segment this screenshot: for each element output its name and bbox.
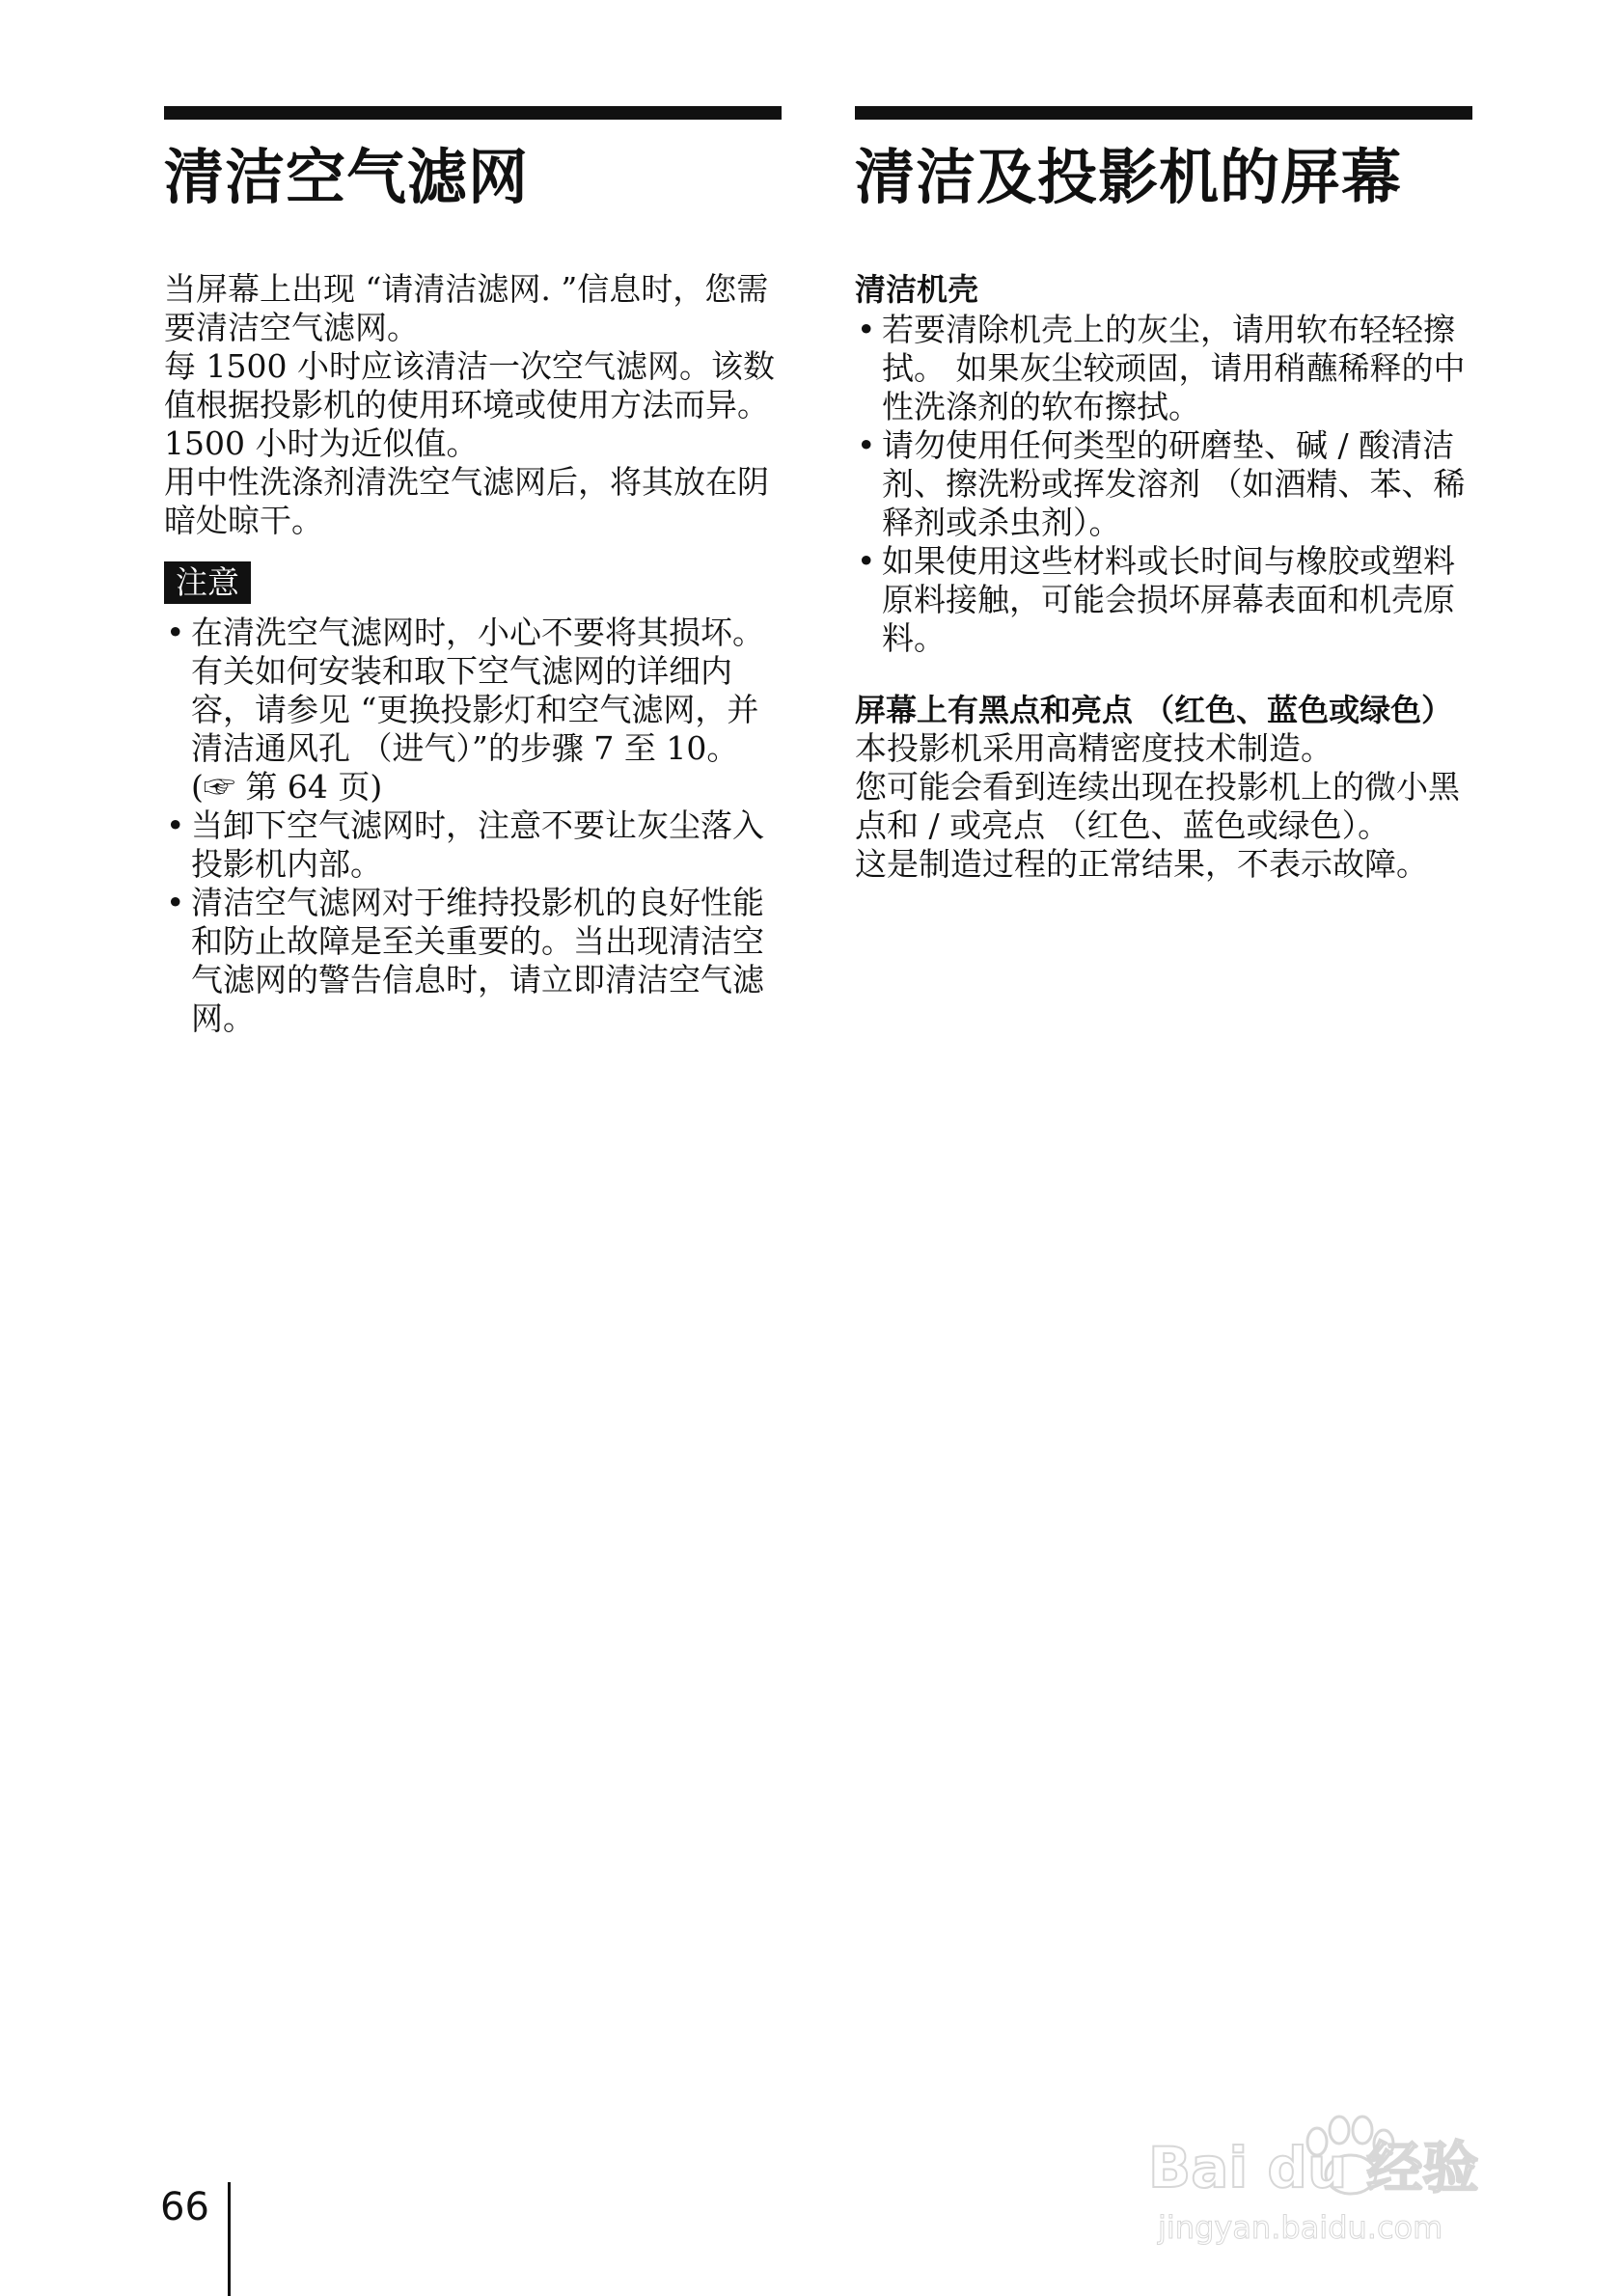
left-column [164, 106, 782, 1038]
page-divider [228, 2182, 231, 2296]
air-filter-body [164, 270, 782, 540]
cabinet-list [855, 311, 1472, 658]
list-item: • 若要清除机壳上的灰尘，请用软布轻轻擦拭。 如果灰尘较顽固，请用稍蘸稀释的中性洗涤剂的软布擦拭。 [855, 311, 1472, 426]
section-title-air-filter: 清洁空气滤网 [164, 142, 530, 212]
subheading-cabinet: 清洁机壳 [855, 271, 979, 308]
paragraph: 每 1500 小时应该清洁一次空气滤网。该数值根据投影机的使用环境或使用方法而异。1500 小时为近似值。 [164, 347, 775, 462]
paragraph: 用中性洗涤剂清洗空气滤网后，将其放在阴暗处晾干。 [164, 463, 769, 539]
list-item: • 当卸下空气滤网时，注意不要让灰尘落入投影机内部。 [164, 806, 782, 884]
dots-body [855, 729, 1472, 884]
watermark-logo: Bai du 经验 [1148, 2135, 1479, 2200]
right-column [855, 106, 1472, 884]
section-title-cleaning: 清洁及投影机的屏幕 [855, 142, 1403, 212]
list-item: • 请勿使用任何类型的研磨垫、碱 / 酸清洁剂、擦洗粉或挥发溶剂 （如酒精、苯、稀释剂或杀虫剂）。 [855, 426, 1472, 542]
paragraph: 当屏幕上出现 “请清洁滤网. ”信息时，您需要清洁空气滤网。 [164, 270, 769, 346]
paragraph: 您可能会看到连续出现在投影机上的微小黑点和 / 或亮点 （红色、蓝色或绿色）。 [855, 768, 1460, 844]
baidu-watermark [1148, 2113, 1573, 2257]
paragraph: 这是制造过程的正常结果，不表示故障。 [855, 845, 1428, 883]
heading-rule [164, 106, 782, 120]
list-item: • 在清洗空气滤网时，小心不要将其损坏。有关如何安装和取下空气滤网的详细内容，请参见 “更换投影灯和空气滤网，并清洁通风孔 （进气）”的步骤 7 至 10。(☞ 第 64 页) [164, 614, 782, 806]
page-number: 66 [160, 2185, 209, 2229]
subheading-dots: 屏幕上有黑点和亮点 （红色、蓝色或绿色） [855, 692, 1453, 728]
list-item: • 清洁空气滤网对于维持投影机的良好性能和防止故障是至关重要的。当出现清洁空气滤网的警告信息时，请立即清洁空气滤网。 [164, 884, 782, 1038]
notice-label: 注意 [164, 561, 251, 604]
list-item: • 如果使用这些材料或长时间与橡胶或塑料原料接触，可能会损坏屏幕表面和机壳原料。 [855, 542, 1472, 658]
heading-rule [855, 106, 1472, 120]
notice-list [164, 614, 782, 1038]
paragraph: 本投影机采用高精密度技术制造。 [855, 729, 1333, 767]
watermark-url: jingyan.baidu.com [1158, 2209, 1443, 2246]
